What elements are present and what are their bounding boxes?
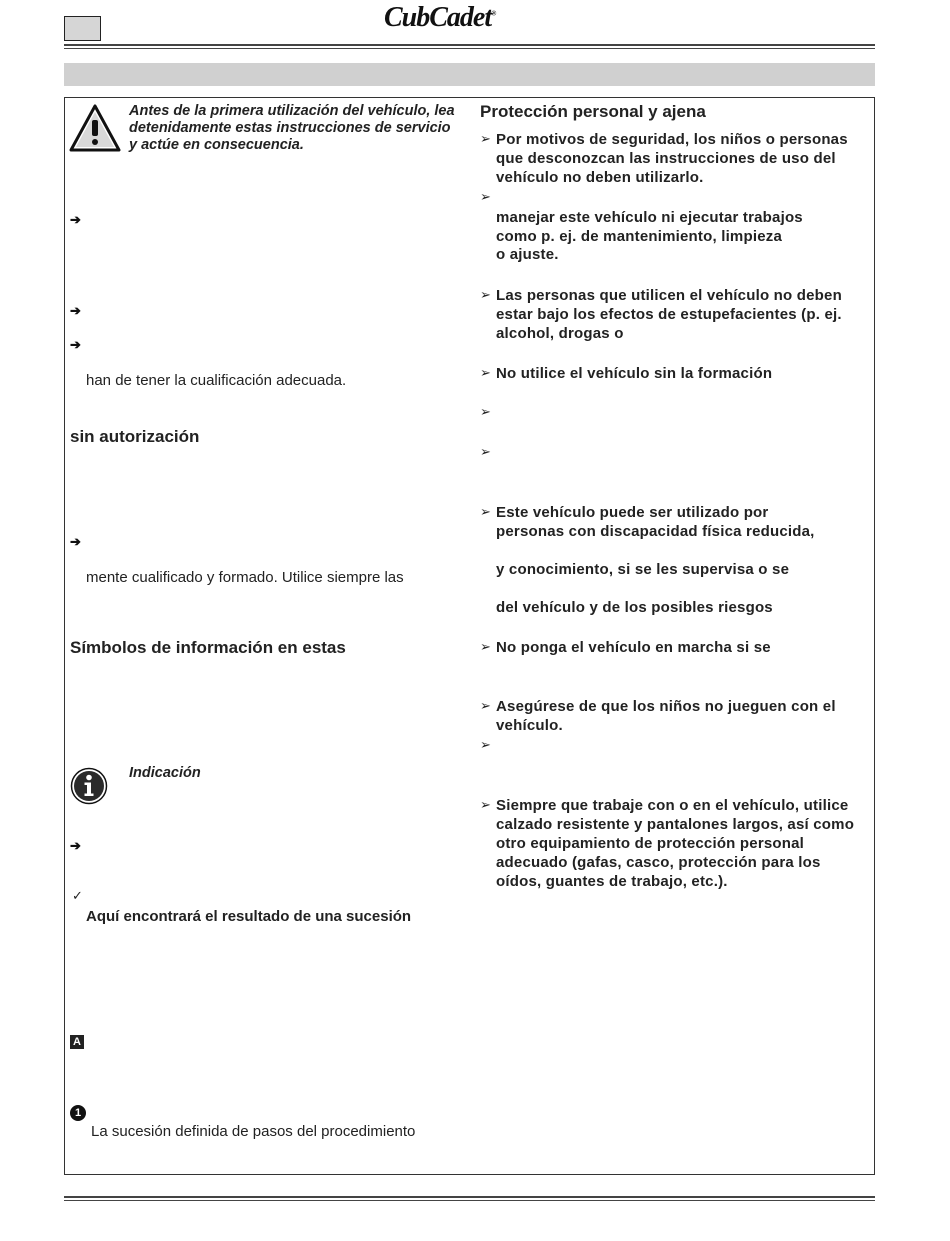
text-line-sucesion: La sucesión definida de pasos del procedimiento [91,1123,416,1140]
text-line-resultado: Aquí encontrará el resultado de una sucesión [86,908,412,925]
bullet-arrow-icon: ➢ [480,639,491,654]
heading-sin-autorizacion: sin autorización [70,427,200,446]
bullet-arrow-icon: ➢ [480,365,491,380]
cub-cadet-logo: CubCadet® [384,2,496,33]
warning-triangle-icon [69,104,121,152]
bullet-text-manejar-l1: manejar este vehículo ni ejecutar trabajos [496,209,803,226]
arrow-icon: ➔ [70,212,81,227]
bullet-text-ninos: Por motivos de seguridad, los niños o personas que desconozcan las instrucciones de uso del vehículo no deben utilizarlo. [496,131,848,186]
bullet-text-calzado: Siempre que trabaje con o en el vehículo, utilice calzado resistente y pantalones largos, así como otro equipamiento de protección personal adecuado (gafas, casco, protección para los oídos, guantes de trabajo, etc.). [496,797,855,890]
bullet-arrow-icon: ➢ [480,797,491,812]
step-number-1-icon: 1 [70,1105,86,1121]
bullet-text-formacion: No utilice el vehículo sin la formación [496,365,773,382]
bullet-text-marcha: No ponga el vehículo en marcha si se [496,639,771,656]
arrow-icon: ➔ [70,303,81,318]
bullet-arrow-icon: ➢ [480,189,491,204]
bullet-text-discapacidad-l3: y conocimiento, si se les supervisa o se [496,561,790,578]
header-rule [64,44,875,46]
heading-proteccion: Protección personal y ajena [480,102,706,121]
arrow-icon: ➔ [70,838,81,853]
info-icon [70,767,108,805]
footer-rule [64,1196,875,1198]
bullet-text-discapacidad-l4: del vehículo y de los posibles riesgos [496,599,773,616]
header-rule-thin [64,48,875,49]
arrow-icon: ➔ [70,337,81,352]
heading-simbolos: Símbolos de información en estas [70,638,346,657]
warning-notice-text: Antes de la primera utilización del vehículo, lea detenidamente estas instrucciones de servicio y actúe en consecuencia. [129,103,455,153]
check-icon: ✓ [72,888,83,903]
arrow-icon: ➔ [70,534,81,549]
bullet-arrow-icon: ➢ [480,698,491,713]
section-title-bar [64,63,875,86]
indicacion-label: Indicación [129,765,201,781]
page-number-box [64,16,101,41]
bullet-arrow-icon: ➢ [480,504,491,519]
bullet-text-estupefacientes: Las personas que utilicen el vehículo no deben estar bajo los efectos de estupefacientes (p. ej. alcohol, drogas o [496,287,842,342]
bullet-text-ninos-jueguen: Asegúrese de que los niños no jueguen con el vehículo. [496,698,836,734]
bullet-arrow-icon: ➢ [480,287,491,302]
position-letter-a-icon: A [70,1035,84,1049]
bullet-arrow-icon: ➢ [480,444,491,459]
bullet-arrow-icon: ➢ [480,737,491,752]
bullet-text-manejar-l2: como p. ej. de mantenimiento, limpieza [496,228,782,245]
bullet-text-discapacidad-l2: personas con discapacidad física reducida, [496,523,815,540]
bullet-text-manejar-l3: o ajuste. [496,246,559,263]
text-line-cualificacion: han de tener la cualificación adecuada. [86,372,347,389]
bullet-text-discapacidad-l1: Este vehículo puede ser utilizado por [496,504,769,521]
text-line-cualificado: mente cualificado y formado. Utilice siempre las [86,569,404,586]
footer-rule-thin [64,1200,875,1201]
bullet-arrow-icon: ➢ [480,131,491,146]
bullet-arrow-icon: ➢ [480,404,491,419]
